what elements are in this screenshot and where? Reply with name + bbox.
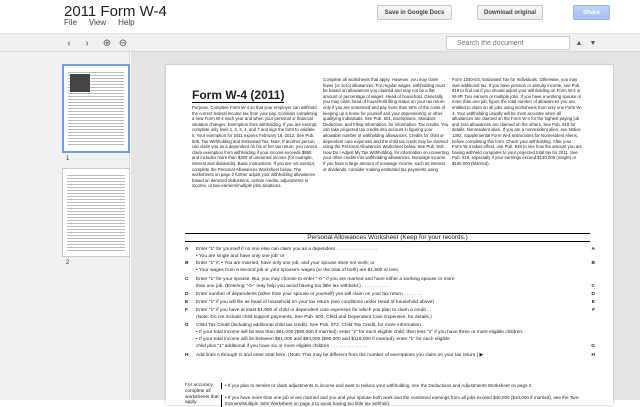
row-end-letter: A xyxy=(591,247,595,252)
row-text: • If your total income will be between $61,000 and $84,000 ($90,000 and $119,000 if married), enter "1" for each eligible xyxy=(196,337,450,342)
row-text: • You are single and have only one job; or xyxy=(196,254,285,259)
row-text: Enter "1" for yourself if no one else can claim you as a dependent . . . . . . . . . . . . . . . . xyxy=(196,247,378,252)
download-original-button[interactable]: Download original xyxy=(477,5,543,20)
page-thumbnail-1[interactable] xyxy=(62,64,130,153)
row-text: (Note. Do not include child support payments. See Pub. 503, Child and Dependent Care Expenses, for details.) xyxy=(196,315,432,320)
document-viewer[interactable] xyxy=(131,52,640,406)
row-text: • If your total income will be less than $61,000 ($90,000 if married), enter "2" for each eligible child; then less "1" if you have three or more eligible children. xyxy=(196,330,524,335)
row-text: Child Tax Credit (including additional child tax credit). See Pub. 972, Child Tax Credit, for more information. xyxy=(196,323,423,328)
menu-help[interactable]: Help xyxy=(118,18,135,27)
instructions-column-1: Purpose. Complete Form W-4 so that your employer can withhold the correct federal income tax from your pay. Consider completing a new Form W-4 each year and when your personal or financial situation changes. Exemption from withholding. If you are exempt, complete only lines 1, 2, 3, 4, and 7 and sign the form to validate it. Your exemption for 2011 expires February 16, 2012. See Pub. 505, Tax Withholding and Estimated Tax. Note. If another person can claim you as a dependent on his or her tax return, you cannot claim exemption from withholding if your income exceeds $950 and includes more than $300 of unearned income (for example, interest and dividends). Basic instructions. If you are not exempt, complete the Personal Allowances Worksheet below. The worksheets on page 2 further adjust your withholding allowances based on itemized deductions, certain credits, adjustments to income, or two-earners/multiple jobs situations. xyxy=(192,105,318,189)
row-text: Add lines A through G and enter total here. (Note. This may be different from the number of exemptions you claim on your tax return.) ▶ xyxy=(196,353,484,358)
worksheet-title: Personal Allowances Worksheet (Keep for your records.) xyxy=(185,233,590,242)
chevron-right-icon[interactable]: › xyxy=(85,37,89,49)
row-text: Enter "1" if you will file as head of household on your tax return (see conditions under Head of household above) . xyxy=(196,300,437,305)
row-text: • Your wages from a second job or your spouse's wages (or the total of both) are $1,500 or less. xyxy=(196,268,400,273)
row-letter: F xyxy=(185,308,188,313)
zoom-in-icon[interactable]: ⊕ xyxy=(102,37,112,49)
chevron-left-icon[interactable]: ‹ xyxy=(67,37,71,49)
save-in-google-docs-button[interactable]: Save in Google Docs xyxy=(377,5,452,20)
row-text: Enter number of dependents (other than your spouse or yourself) you will claim on your tax return . . . . . . . xyxy=(196,292,422,297)
share-button[interactable]: Share xyxy=(573,5,610,20)
instructions-column-3: Form 1040-ES, Estimated Tax for Individuals. Otherwise, you may owe additional tax. If you have pension or annuity income, see Pub. 919 to find out if you should adjust your withholding on Form W-4 or W-4P. Two earners or multiple jobs. If you have a working spouse or more than one job, figure the total number of allowances you are entitled to claim on all jobs using worksheets from only one Form W-4. Your withholding usually will be most accurate when all allowances are claimed on the Form W-4 for the highest paying job and zero allowances are claimed on the others. See Pub. 919 for details. Nonresident alien. If you are a nonresident alien, see Notice 1392, Supplemental Form W-4 Instructions for Nonresident Aliens, before completing this form. Check your withholding. After your Form W-4 takes effect, use Pub. 919 to see how the amount you are having withheld compares to your projected total tax for 2011. See Pub. 919, especially if your earnings exceed $130,000 (Single) or $180,000 (Married). xyxy=(452,77,583,166)
bottom-item: • If you have more than one job or are married and you and your spouse both work and the combined earnings from all jobs exceed $40,000 ($10,000 if married), see the Two-Earners/Multiple Jobs Worksheet on page 2 to avoid having too little tax withheld. xyxy=(221,395,581,407)
row-letter: G xyxy=(185,323,189,328)
row-letter: C xyxy=(185,277,189,282)
row-end-letter: D xyxy=(591,292,595,297)
row-end-letter: G xyxy=(591,344,595,349)
menu-view[interactable]: View xyxy=(88,18,107,27)
top-bar xyxy=(0,0,640,34)
row-text: than one job. (Entering "-0-" may help you avoid having too little tax withheld.) . . . . . . . . . . xyxy=(196,284,388,289)
viewer-toolbar xyxy=(0,33,640,52)
row-text: Enter "1" for your spouse. But, you may choose to enter "-0-" if you are married and have either a working spouse or more xyxy=(196,277,455,282)
row-end-letter: H xyxy=(591,353,595,358)
document-page xyxy=(166,65,613,405)
row-letter: H xyxy=(185,353,189,358)
row-end-letter: C xyxy=(591,284,595,289)
arrow-up-icon[interactable]: ▲ xyxy=(575,39,583,47)
page-number-2: 2 xyxy=(66,260,70,266)
row-letter: A xyxy=(185,247,189,252)
search-input[interactable] xyxy=(446,36,570,50)
row-text: Enter "1" if: • You are married, have only one job, and your spouse does not work; or xyxy=(196,261,375,266)
zoom-out-icon[interactable]: ⊖ xyxy=(118,37,128,49)
side-note: For accuracy, complete all worksheets that apply. xyxy=(185,383,219,406)
menu-file[interactable]: File xyxy=(64,18,77,27)
page-thumbnail-2[interactable] xyxy=(62,168,130,257)
document-title: 2011 Form W-4 xyxy=(64,3,167,20)
row-letter: B xyxy=(185,261,189,266)
form-title: Form W-4 (2011) xyxy=(192,88,285,102)
row-letter: E xyxy=(185,300,189,305)
instructions-column-2: Complete all worksheets that apply. However, you may claim fewer (or zero) allowances. For regular wages, withholding must be based on allowances you claimed and may not be a flat amount or percentage of wages. Head of household. Generally, you may claim head of household filing status on your tax return only if you are unmarried and pay more than 50% of the costs of keeping up a home for yourself and your dependent(s) or other qualifying individuals. See Pub. 501, Exemptions, Standard Deduction, and Filing Information, for information. Tax credits. You can take projected tax credits into account in figuring your allowable number of withholding allowances. Credits for child or dependent care expenses and the child tax credit may be claimed using the Personal Allowances Worksheet below. See Pub. 919, How Do I Adjust My Tax Withholding, for information on converting your other credits into withholding allowances. Nonwage income. If you have a large amount of nonwage income, such as interest or dividends, consider making estimated tax payments using xyxy=(323,77,449,172)
row-end-letter: F xyxy=(592,308,595,313)
arrow-down-icon[interactable]: ▼ xyxy=(589,39,597,47)
row-end-letter: B xyxy=(591,261,595,266)
page-number-1: 1 xyxy=(66,156,70,162)
thumbnail-panel xyxy=(0,52,130,400)
menu-bar xyxy=(64,18,135,27)
row-text: child plus "1" additional if you have six or more eligible children . . . . . . . . . . . . . . xyxy=(196,344,367,349)
row-end-letter: E xyxy=(591,300,595,305)
row-text: Enter "1" if you have at least $1,900 of child or dependent care expenses for which you plan to claim a credit . . xyxy=(196,308,432,313)
bottom-item: • If you plan to itemize or claim adjustments to income and want to reduce your withholding, see the Deductions and Adjustments Worksheet on page 2. xyxy=(221,383,581,389)
row-letter: D xyxy=(185,292,189,297)
